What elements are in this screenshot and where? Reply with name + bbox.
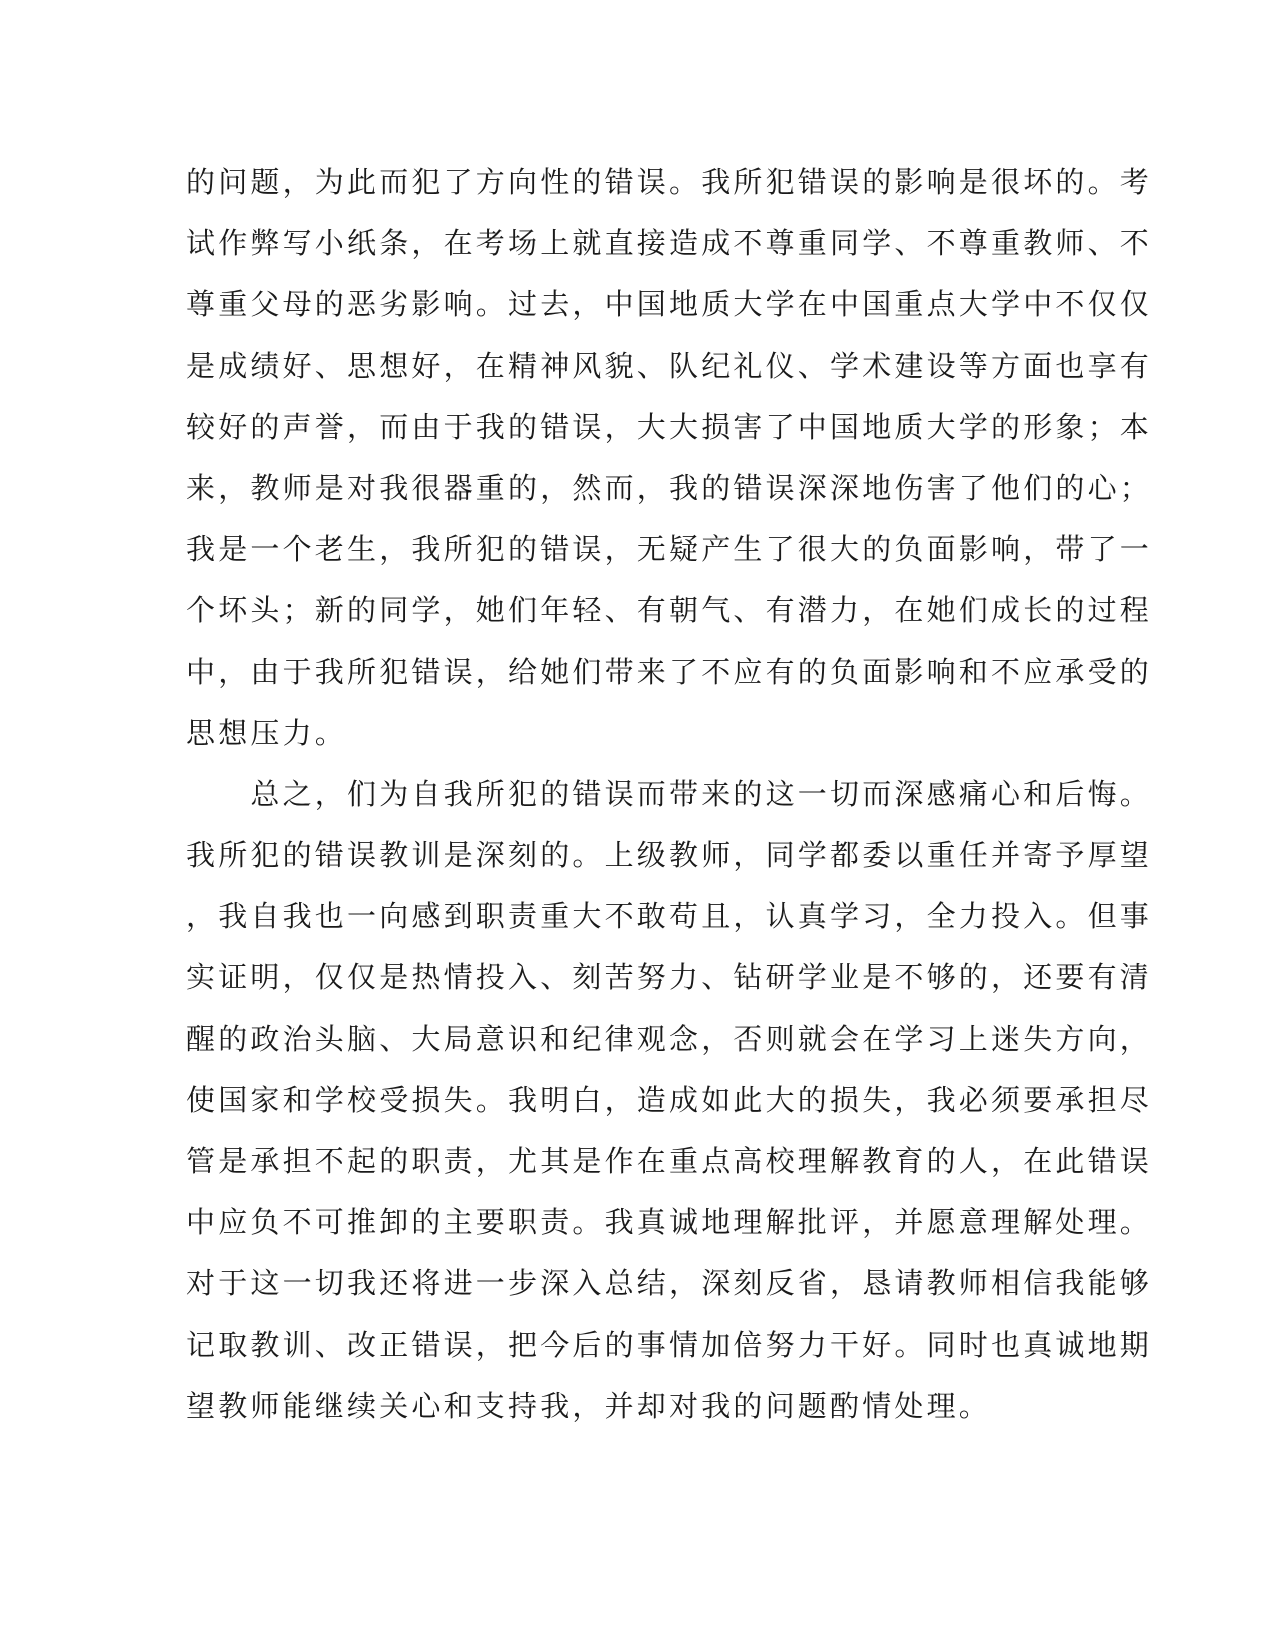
text-line-21: 望教师能继续关心和支持我，并却对我的问题酌情处理。 [186,1388,992,1423]
text-line-2: 试作弊写小纸条，在考场上就直接造成不尊重同学、不尊重教师、不 [186,226,1153,261]
text-line-10: 思想压力。 [186,715,348,750]
text-line-7: 我是一个老生，我所犯的错误，无疑产生了很大的负面影响，带了一 [186,532,1153,567]
text-line-5: 较好的声誉，而由于我的错误，大大损害了中国地质大学的形象；本 [186,409,1153,444]
text-line-8: 个坏头；新的同学，她们年轻、有朝气、有潜力，在她们成长的过程 [186,593,1153,628]
text-line-14: 实证明，仅仅是热情投入、刻苦努力、钻研学业是不够的，还要有清 [186,960,1153,995]
text-line-15: 醒的政治头脑、大局意识和纪律观念，否则就会在学习上迷失方向， [186,1021,1153,1056]
text-line-12: 我所犯的错误教训是深刻的。上级教师，同学都委以重任并寄予厚望 [186,838,1153,873]
text-line-13: ，我自我也一向感到职责重大不敢苟且，认真学习，全力投入。但事 [186,899,1153,934]
text-line-11: 总之，们为自我所犯的错误而带来的这一切而深感痛心和后悔。 [186,776,1153,811]
text-line-16: 使国家和学校受损失。我明白，造成如此大的损失，我必须要承担尽 [186,1082,1153,1117]
text-line-18: 中应负不可推卸的主要职责。我真诚地理解批评，并愿意理解处理。 [186,1205,1153,1240]
text-line-20: 记取教训、改正错误，把今后的事情加倍努力干好。同时也真诚地期 [186,1327,1153,1362]
body-text [186,158,1153,1443]
text-line-4: 是成绩好、思想好，在精神风貌、队纪礼仪、学术建设等方面也享有 [186,348,1153,383]
text-line-1: 的问题，为此而犯了方向性的错误。我所犯错误的影响是很坏的。考 [186,165,1153,199]
text-line-3: 尊重父母的恶劣影响。过去，中国地质大学在中国重点大学中不仅仅 [186,287,1153,322]
text-line-6: 来，教师是对我很器重的，然而，我的错误深深地伤害了他们的心； [186,470,1153,505]
text-line-19: 对于这一切我还将进一步深入总结，深刻反省，恳请教师相信我能够 [186,1266,1153,1301]
text-line-9: 中，由于我所犯错误，给她们带来了不应有的负面影响和不应承受的 [186,654,1153,689]
text-line-17: 管是承担不起的职责，尤其是作在重点高校理解教育的人，在此错误 [186,1144,1153,1178]
